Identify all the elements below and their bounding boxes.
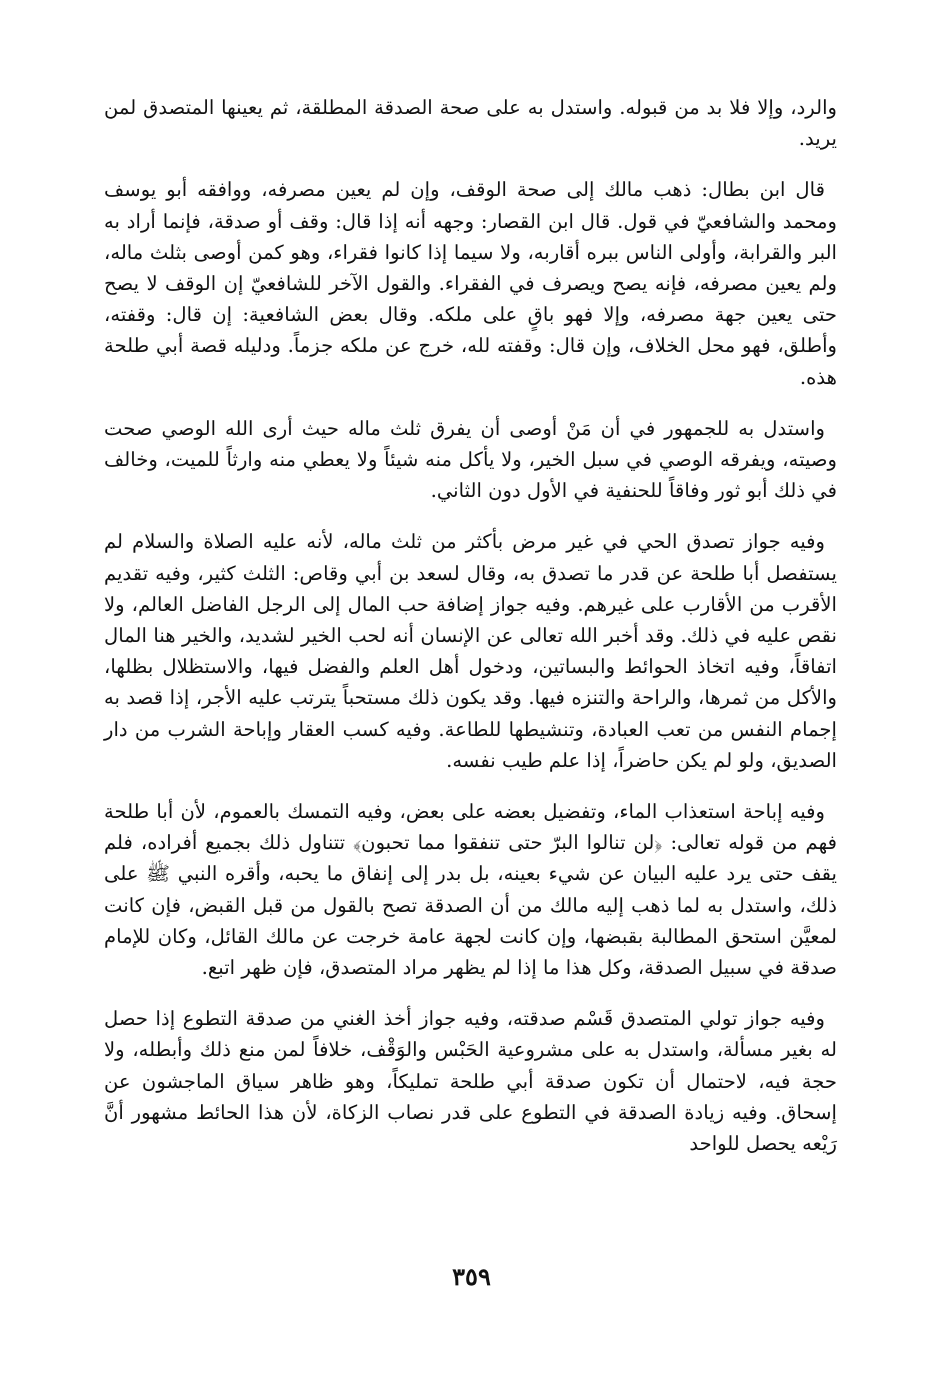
paragraph: قال ابن بطال: ذهب مالك إلى صحة الوقف، وإن لم يعين مصرفه، ووافقه أبو يوسف ومحمد والشافعيّ في قول. قال ابن القصار: وجهه أنه إذا قال: وقف أو صدقة، فإنما أراد به البر والقرابة، وأولى الناس ببره أقاربه، ولا سيما إذا كانوا فقراء، وهو كمن أوصى بثلث ماله، ولم يعين مصرفه، فإنه يصح ويصرف في الفقراء. والقول الآخر للشافعيّ إن الوقف لا يصح حتى يعين جهة مصرفه، وإلا فهو باقٍ على ملكه. وقال بعض الشافعية: إن قال: وقفته، وأطلق، فهو محل الخلاف، وإن قال: وقفته لله، خرج عن ملكه جزماً. ودليله قصة أبي طلحة هذه. bbox=[104, 178, 837, 389]
paragraph: والرد، وإلا فلا بد من قبوله. واستدل به على صحة الصدقة المطلقة، ثم يعينها المتصدق لمن يريد. bbox=[104, 96, 837, 151]
page-number: ٣٥٩ bbox=[452, 1262, 491, 1291]
paragraph: وفيه إباحة استعذاب الماء، وتفضيل بعضه على بعض، وفيه التمسك بالعموم، لأن أبا طلحة فهم من قوله تعالى: ﴿لن تنالوا البرّ حتى تنفقوا مما تحبون﴾ تتناول ذلك بجميع أفراده، فلم يقف حتى يرد عليه البيان عن شيء بعينه، بل بدر إلى إنفاق ما يحبه، وأقره النبي ﷺ على ذلك، واستدل به لما ذهب إليه مالك من أن الصدقة تصح بالقول من قبل القبض، فإن كانت لمعيَّن استحق المطالبة بقبضها، وإن كانت لجهة عامة خرجت عن مالك القائل، وكان للإمام صدقة في سبيل الصدقة، وكل هذا ما إذا لم يظهر مراد المتصدق، فإن ظهر اتبع. bbox=[104, 800, 837, 980]
paragraph: وفيه جواز تصدق الحي في غير مرض بأكثر من ثلث ماله، لأنه عليه الصلاة والسلام لم يستفصل أبا طلحة عن قدر ما تصدق به، وقال لسعد بن أبي وقاص: الثلث كثير، وفيه تقديم الأقرب من الأقارب على غيرهم. وفيه جواز إضافة حب المال إلى الرجل الفاضل العالم، ولا نقص عليه في ذلك. وقد أخبر الله تعالى عن الإنسان أنه لحب الخير لشديد، والخير هنا المال اتفاقاً، وفيه اتخاذ الحوائط والبساتين، ودخول أهل العلم والفضل فيها، والاستظلال بظلها، والأكل من ثمرها، والراحة والتنزه فيها. وقد يكون ذلك مستحباً يترتب عليه الأجر، إذا قصد به إجمام النفس من تعب العبادة، وتنشيطها للطاعة. وفيه كسب العقار وإباحة الشرب من دار الصديق، ولو لم يكن حاضراً، إذا علم طيب نفسه. bbox=[104, 530, 837, 772]
paragraph: واستدل به للجمهور في أن مَنْ أوصى أن يفرق ثلث ماله حيث أرى الله الوصي صحت وصيته، ويفرقه الوصي في سبل الخير، ولا يأكل منه شيئاً ولا يعطي منه وارثاً للميت، وخالف في ذلك أبو ثور وفاقاً للحنفية في الأول دون الثاني. bbox=[104, 416, 837, 503]
body-text bbox=[104, 92, 837, 1179]
paragraph: وفيه جواز تولي المتصدق قَسْم صدقته، وفيه جواز أخذ الغني من صدقة التطوع إذا حصل له بغير مسألة، واستدل به على مشروعية الحَبْس والوَقْف، خلافاً لمن منع ذلك وأبطله، ولا حجة فيه، لاحتمال أن تكون صدقة أبي طلحة تمليكاً، وهو ظاهر سياق الماجشون عن إسحاق. وفيه زيادة الصدقة في التطوع على قدر نصاب الزكاة، لأن هذا الحائط مشهور أنَّ رَيْعه يحصل للواحد bbox=[104, 1007, 837, 1156]
